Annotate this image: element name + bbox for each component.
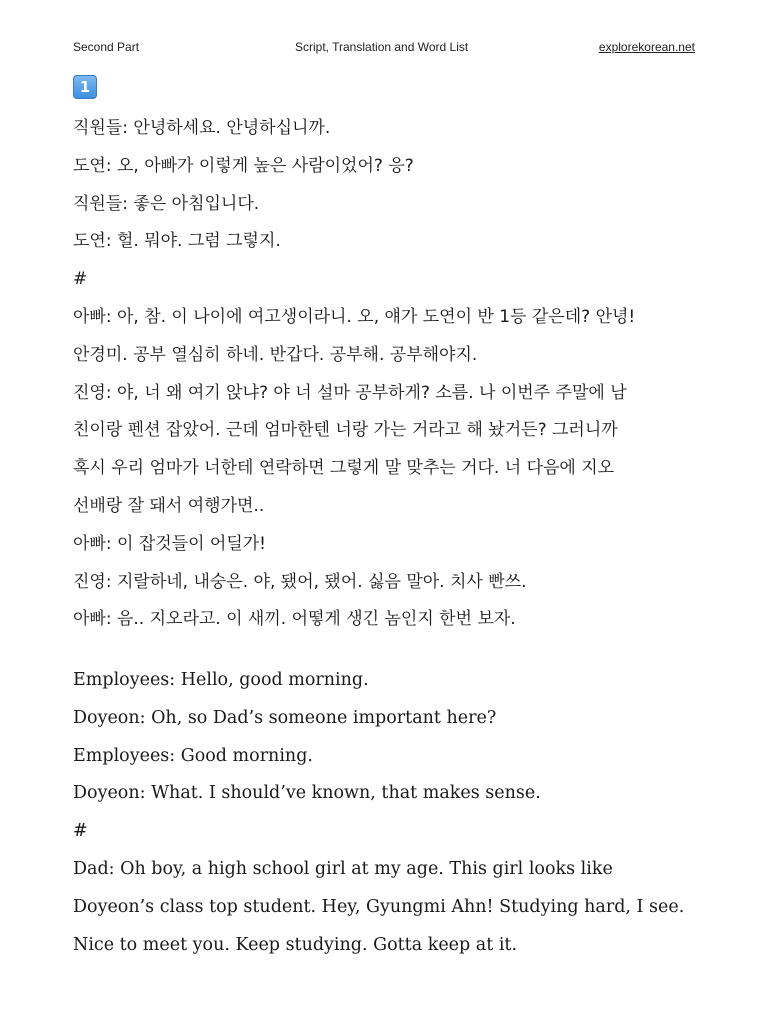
header-section-label: Second Part [73, 40, 140, 54]
script-line: 진영: 야, 너 왜 여기 앉냐? 야 너 설마 공부하게? 소름. 나 이번주 주말에 남 [73, 382, 627, 403]
script-line: 선배랑 잘 돼서 여행가면.. [73, 495, 265, 516]
script-line: 직원들: 안녕하세요. 안녕하십니까. [73, 118, 331, 138]
script-line: 안경미. 공부 열심히 하네. 반갑다. 공부해. 공부해야지. [73, 344, 478, 365]
scene-separator: # [73, 821, 88, 842]
translation-line: Dad: Oh boy, a high school girl at my age. This girl looks like [73, 858, 613, 879]
scene-separator: # [73, 269, 88, 290]
translation-line: Nice to meet you. Keep studying. Gotta keep at it. [73, 934, 518, 955]
header-website-link[interactable]: explorekorean.net [598, 40, 695, 54]
translation-line: Employees: Good morning. [73, 745, 313, 766]
script-line: 친이랑 펜션 잡았어. 근데 엄마한텐 너랑 가는 거라고 해 놨거든? 그러니까 [73, 420, 618, 441]
header-title: Script, Translation and Word List [295, 40, 469, 54]
script-line: 도연: 오, 아빠가 이렇게 높은 사람이었어? 응? [73, 155, 414, 176]
page-header [73, 40, 695, 58]
translation-line: Employees: Hello, good morning. [73, 670, 369, 690]
section-number-badge: 1 [73, 75, 97, 99]
script-line: 도연: 헐. 뭐야. 그럼 그렇지. [73, 231, 281, 252]
script-line: 진영: 지랄하네, 내숭은. 야, 됐어, 됐어. 싫음 말아. 치사 빤쓰. [73, 571, 527, 592]
translation-line: Doyeon: Oh, so Dad’s someone important here? [73, 707, 497, 728]
script-line: 아빠: 아, 참. 이 나이에 여고생이라니. 오, 얘가 도연이 반 1등 같은데? 안녕! [73, 306, 636, 327]
script-line: 혹시 우리 엄마가 너한테 연락하면 그렇게 말 맞추는 거다. 너 다음에 지오 [73, 458, 615, 479]
script-line: 아빠: 이 잡것들이 어딜가! [73, 533, 266, 554]
script-line: 직원들: 좋은 아침입니다. [73, 193, 260, 214]
script-line: 아빠: 음.. 지오라고. 이 새끼. 어떻게 생긴 놈인지 한번 보자. [73, 609, 516, 630]
english-translation [73, 662, 713, 964]
translation-line: Doyeon’s class top student. Hey, Gyungmi Ahn! Studying hard, I see. [73, 896, 685, 917]
korean-script [73, 110, 713, 639]
translation-line: Doyeon: What. I should’ve known, that makes sense. [73, 783, 541, 804]
